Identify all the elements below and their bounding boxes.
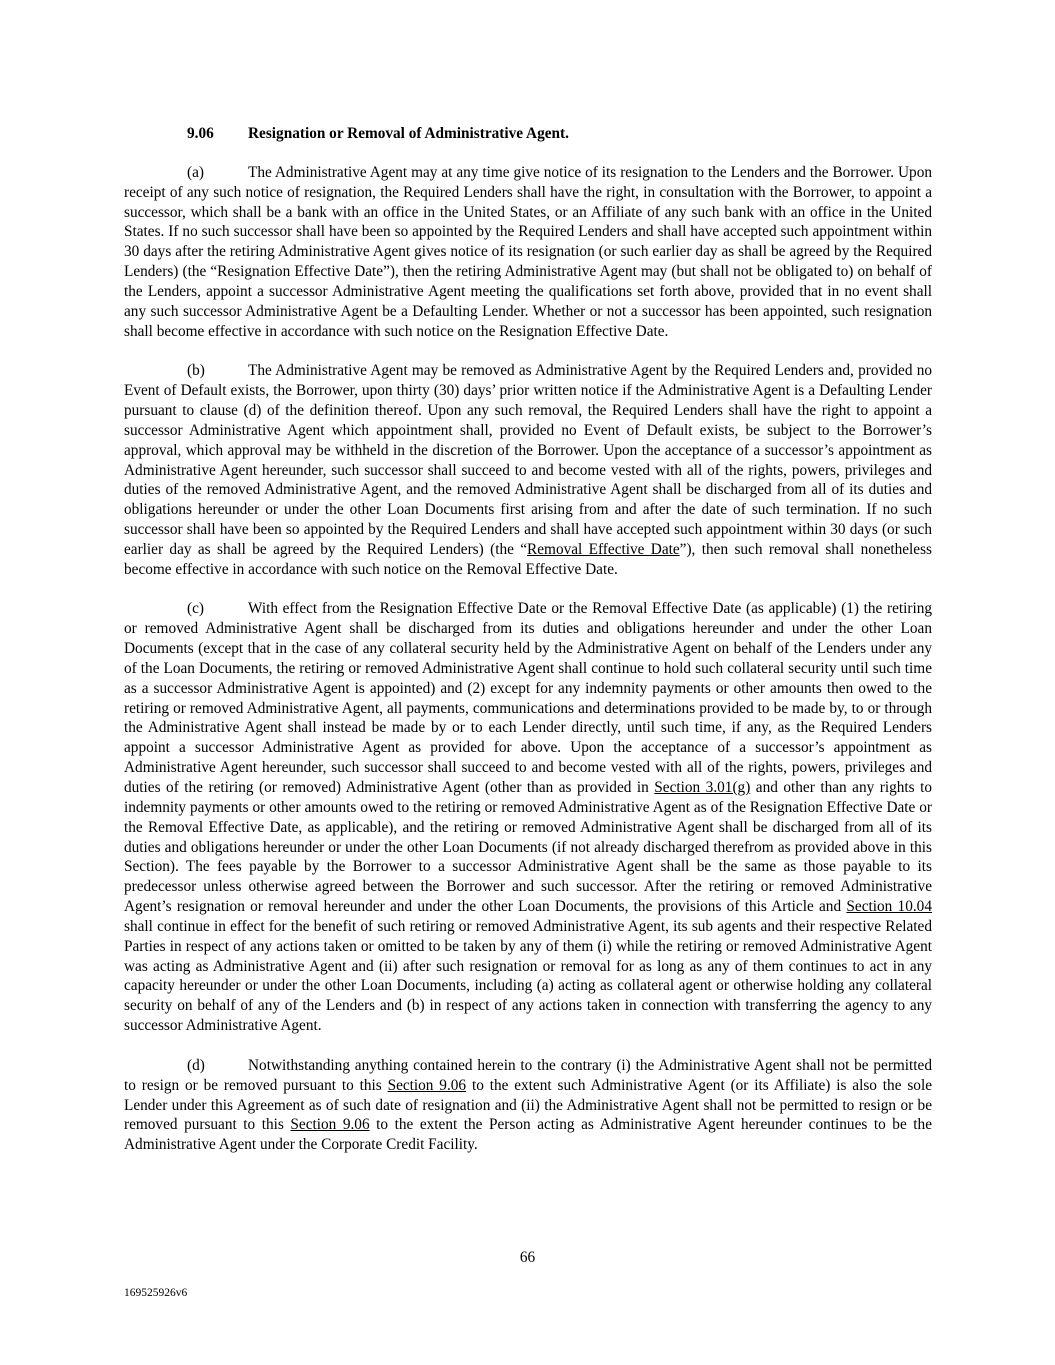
document-id: 169525926v6 (124, 1287, 188, 1299)
section-number: 9.06 (187, 125, 214, 142)
paragraph-a-label: (a) (187, 163, 204, 181)
paragraph-d (124, 1056, 932, 1155)
paragraph-d-text-1: Notwithstanding anything contained herein to the contrary (i) the Administrative Agent shall not be permitted to resign or be removed pursuant to this (124, 1056, 932, 1094)
paragraph-d-label: (d) (187, 1056, 205, 1074)
paragraph-d-text-2: to the extent such Administrative Agent (or its Affiliate) is also the sole Lender under this Agreement as of such date of resignation and (ii) the Administrative Agent shall not be permitted to resign or be removed pursuant to this (124, 1076, 932, 1134)
paragraph-c-label: (c) (187, 600, 204, 618)
section-10-04-reference: Section 10.04 (846, 898, 932, 916)
section-heading (124, 124, 932, 144)
paragraph-b-text-1: The Administrative Agent may be removed as Administrative Agent by the Required Lenders and, provided no Event of Default exists, the Borrower, upon thirty (30) days’ prior written notice if the Administrative Agent is a Defaulting Lender pursuant to clause (d) of the definition thereof. Upon any such removal, the Required Lenders shall have the right to appoint a successor Administrative Agent which appointment shall, provided no Event of Default exists, be subject to the Borrower’s approval, which approval may be withheld in the discretion of the Borrower. Upon the acceptance of a successor’s appointment as Administrative Agent hereunder, such successor shall succeed to and become vested with all of the rights, powers, privileges and duties of the removed Administrative Agent, and the removed Administrative Agent shall be discharged from all of its duties and obligations hereunder or under the other Loan Documents first arising from and after the date of such termination. If no such successor shall have been so appointed by the Required Lenders and shall have accepted such appointment within 30 days (or such earlier day as shall be agreed by the Required Lenders) (the “ (124, 362, 932, 558)
section-9-06-reference: Section 9.06 (290, 1116, 370, 1134)
section-9-06-reference: Section 9.06 (387, 1076, 467, 1094)
section-title: Resignation or Removal of Administrative Agent. (248, 125, 569, 142)
paragraph-b (124, 361, 932, 579)
paragraph-c-text-2: and other than any rights to indemnity payments or other amounts owed to the retiring or removed Administrative Agent as of the Resignation Effective Date or the Removal Effective Date, as applicable), and the retiring or removed Administrative Agent shall be discharged from all of its duties and obligations hereunder or under the other Loan Documents (if not already discharged therefrom as provided above in this Section). The fees payable by the Borrower to a successor Administrative Agent shall be the same as those payable to its predecessor unless otherwise agreed between the Borrower and such successor. After the retiring or removed Administrative Agent’s resignation or removal hereunder and under the other Loan Documents, the provisions of this Article and (124, 779, 932, 916)
paragraph-a-text: The Administrative Agent may at any time give notice of its resignation to the Lenders and the Borrower. Upon receipt of any such notice of resignation, the Required Lenders shall have the right, in consultation with the Borrower, to appoint a successor, which shall be a bank with an office in the United States, or an Affiliate of any such bank with an office in the United States. If no such successor shall have been so appointed by the Required Lenders and shall have accepted such appointment within 30 days after the retiring Administrative Agent gives notice of its resignation (or such earlier day as shall be agreed by the Required Lenders) (the “Resignation Effective Date”), then the retiring Administrative Agent may (but shall not be obligated to) on behalf of the Lenders, appoint a successor Administrative Agent meeting the qualifications set forth above, provided that in no event shall any such successor Administrative Agent be a Defaulting Lender. Whether or not a successor has been appointed, such resignation shall become effective in accordance with such notice on the Resignation Effective Date. (124, 163, 932, 340)
paragraph-c-text-3: shall continue in effect for the benefit of such retiring or removed Administrative Agent, its sub agents and their respective Related Parties in respect of any actions taken or omitted to be taken by any of them (i) while the retiring or removed Administrative Agent was acting as Administrative Agent and (ii) after such resignation or removal for as long as any of them continues to act in any capacity hereunder or under the other Loan Documents, including (a) acting as collateral agent or otherwise holding any collateral security on behalf of any of the Lenders and (b) in respect of any actions taken in connection with transferring the agency to any successor Administrative Agent. (124, 917, 932, 1035)
paragraph-b-label: (b) (187, 362, 205, 380)
removal-effective-date-term: Removal Effective Date (527, 540, 680, 558)
paragraph-c (124, 599, 932, 1036)
paragraph-b-text-2: ”), then such removal shall nonetheless become effective in accordance with such notice on the Removal Effective Date. (124, 540, 932, 578)
paragraph-c-text-1: With effect from the Resignation Effective Date or the Removal Effective Date (as applicable) (1) the retiring or removed Administrative Agent shall be discharged from its duties and obligations hereunder and under the other Loan Documents (except that in the case of any collateral security held by the Administrative Agent on behalf of the Lenders under any of the Loan Documents, the retiring or removed Administrative Agent shall continue to hold such collateral security until such time as a successor Administrative Agent is appointed) and (2) except for any indemnity payments or other amounts then owed to the retiring or removed Administrative Agent, all payments, communications and determinations provided to be made by, to or through the Administrative Agent shall instead be made by or to each Lender directly, until such time, if any, as the Required Lenders appoint a successor Administrative Agent as provided for above. Upon the acceptance of a successor’s appointment as Administrative Agent hereunder, such successor shall succeed to and become vested with all of the rights, powers, privileges and duties of the retiring (or removed) Administrative Agent (other than as provided in (124, 600, 932, 796)
document-body (124, 124, 932, 1155)
paragraph-d-text-3: to the extent the Person acting as Administrative Agent hereunder continues to be the Administrative Agent under the Corporate Credit Facility. (124, 1116, 932, 1154)
paragraph-a (124, 163, 932, 342)
section-3-01g-reference: Section 3.01(g) (654, 779, 751, 796)
page-number: 66 (519, 1249, 536, 1266)
